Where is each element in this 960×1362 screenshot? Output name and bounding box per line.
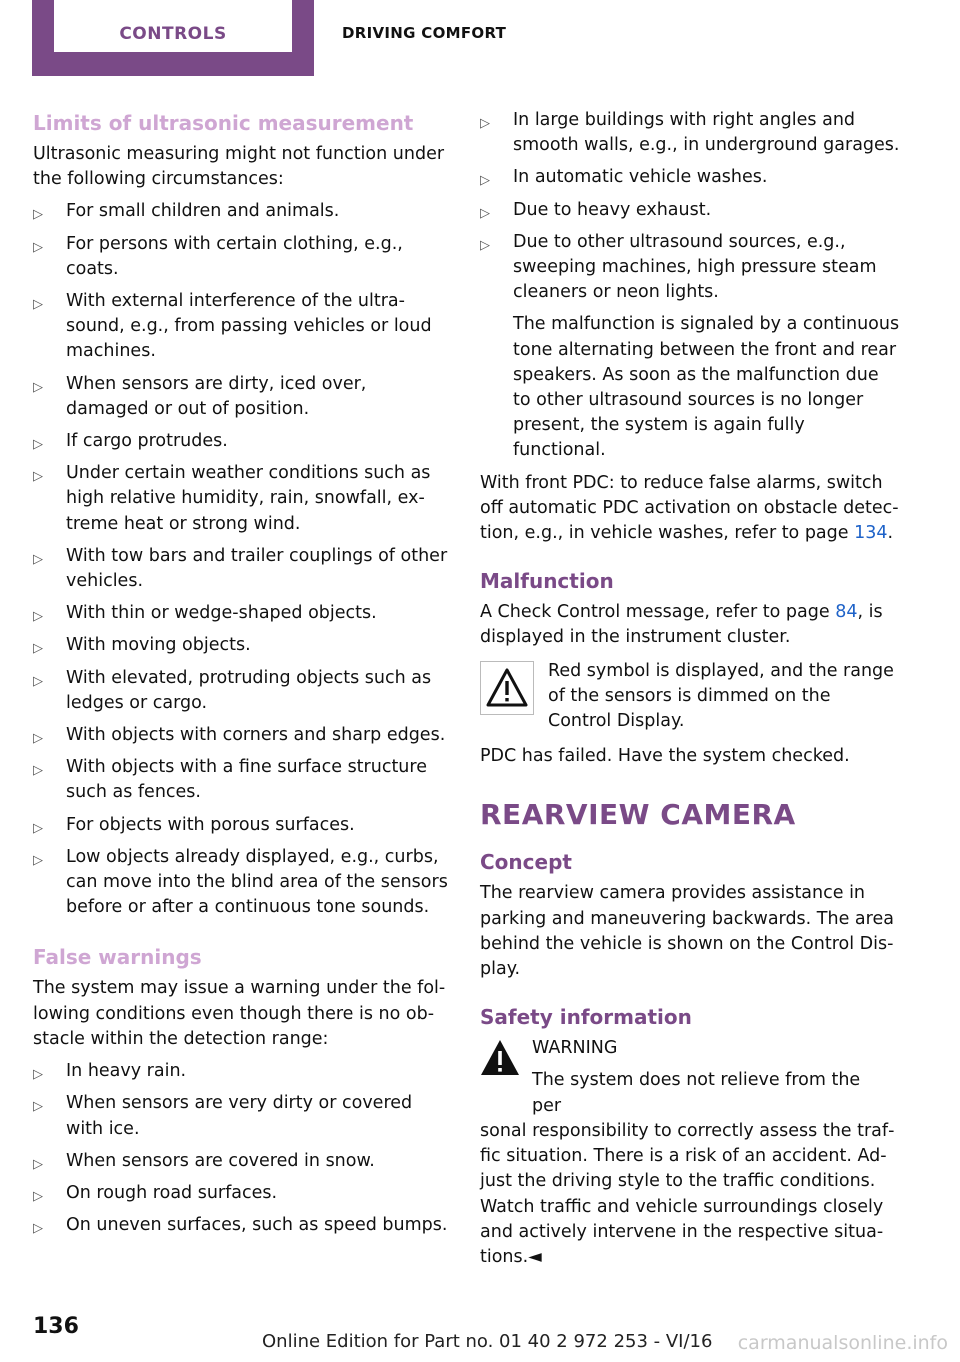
bullet-triangle-icon: ▷: [33, 207, 43, 223]
list-item: ▷ Low objects already displayed, e.g., curbs, can move into the blind area of the sensors before or after a continuous tone sounds.: [33, 846, 448, 918]
warning-text-first-line: The system does not relieve from the per: [532, 1070, 861, 1116]
warning-block: [480, 1036, 900, 1119]
list-item: ▷ Under certain weather conditions such as high relative humidity, rain, snowfall, extreme heat or strong wind.: [33, 463, 431, 534]
concept-text: The rearview camera provides assistance in parking and maneuvering backwards. The area behind the vehicle is shown on the Control Display.: [480, 883, 894, 980]
list-item: ▷ For persons with certain clothing, e.g., coats.: [33, 233, 403, 279]
bullet-triangle-icon: ▷: [33, 1156, 43, 1172]
list-item: ▷ In heavy rain.: [33, 1059, 449, 1084]
bullet-triangle-icon: ▷: [480, 205, 490, 221]
list-item: ▷ With objects with a fine surface structure such as fences.: [33, 757, 427, 803]
bullet-triangle-icon: ▷: [33, 437, 43, 453]
list-item: ▷ For objects with porous surfaces.: [33, 813, 449, 838]
list-item: ▷ Due to heavy exhaust.: [480, 198, 900, 223]
list-item: ▷ With external interference of the ultrasound, e.g., from passing vehicles or loud machines.: [33, 291, 432, 362]
bullet-triangle-icon: ▷: [33, 820, 43, 836]
warning-sign-icon: [480, 1038, 520, 1078]
list-item: ▷ When sensors are covered in snow.: [33, 1149, 449, 1174]
bullet-triangle-icon: ▷: [33, 551, 43, 567]
safety-information-heading: Safety information: [480, 1005, 692, 1030]
list-item: ▷ With objects with corners and sharp edges.: [33, 723, 449, 748]
bullet-triangle-icon: ▷: [480, 237, 490, 253]
list-item: ▷ When sensors are dirty, iced over, damaged or out of position.: [33, 373, 367, 419]
edition-info: Online Edition for Part no. 01 40 2 972 253 - VI/16: [262, 1331, 713, 1352]
bullet-triangle-icon: ▷: [33, 763, 43, 779]
bullet-triangle-icon: ▷: [33, 673, 43, 689]
warning-text: sonal responsibility to correctly assess the traffic situation. There is a risk of an accident. Adjust the driving style to the traffic conditions. Watch traffic and vehicle surroundings closely and actively intervene in the respective situations.◄: [480, 1120, 895, 1267]
false-warnings-intro: The system may issue a warning under the following conditions even though there is no obstacle within the detection range:: [33, 978, 446, 1049]
malfunction-text: A Check Control message, refer to page 84, is displayed in the instrument cluster.: [480, 602, 883, 648]
bullet-triangle-icon: ▷: [480, 173, 490, 189]
rearview-camera-title: REARVIEW CAMERA: [480, 798, 796, 832]
bullet-triangle-icon: ▷: [33, 297, 43, 313]
warning-symbol-row: [480, 659, 900, 735]
malfunction-signal-note: The malfunction is signaled by a continuous tone alternating between the front and rear speakers. As soon as the malfunction due to other ultrasound sources is no longer present, the system is again fully functional.: [513, 314, 900, 461]
bullet-triangle-icon: ▷: [33, 852, 43, 868]
pdc-failed-text: PDC has failed. Have the system checked.: [480, 746, 850, 767]
bullet-triangle-icon: ▷: [33, 731, 43, 747]
left-column: [33, 108, 449, 1245]
chapter-tab-controls[interactable]: [32, 0, 314, 76]
list-item: ▷ With tow bars and trailer couplings of other vehicles.: [33, 545, 448, 592]
front-pdc-note: With front PDC: to reduce false alarms, switch off automatic PDC activation on obstacle detection, e.g., in vehicle washes, refer to page 134.: [480, 472, 899, 544]
chapter-tab-controls-label: CONTROLS: [54, 0, 292, 52]
list-item: ▷ For small children and animals.: [33, 199, 449, 224]
malfunction-heading: Malfunction: [480, 569, 614, 594]
section-tab-driving-comfort[interactable]: DRIVING COMFORT: [342, 24, 507, 42]
page-link-134[interactable]: 134: [854, 523, 888, 544]
warning-triangle-icon: [480, 661, 534, 715]
list-item: ▷ With thin or wedge-shaped objects.: [33, 601, 449, 626]
bullet-triangle-icon: ▷: [33, 1188, 43, 1204]
list-item: ▷ Due to other ultrasound sources, e.g., sweeping machines, high pressure steam cleaners or neon lights. The malfunction is signaled by a continuous tone alternating between the front and rear speakers. As soon as the malfunction due to other ultrasound sources is no longer present, the system is again fully functional.: [480, 230, 900, 464]
bullet-triangle-icon: ▷: [33, 609, 43, 625]
warning-label: WARNING: [532, 1038, 618, 1059]
list-item: ▷ In large buildings with right angles and smooth walls, e.g., in underground garages.: [480, 110, 900, 156]
bullet-triangle-icon: ▷: [33, 641, 43, 657]
list-item: ▷ With elevated, protruding objects such as ledges or cargo.: [33, 667, 432, 713]
limits-intro: Ultrasonic measuring might not function under the following circumstances:: [33, 144, 445, 190]
false-warnings-list: [33, 1059, 449, 1238]
watermark: carmanualsonline.info: [737, 1332, 948, 1354]
bullet-triangle-icon: ▷: [33, 239, 43, 255]
symbol-description: Red symbol is displayed, and the range of the sensors is dimmed on the Control Display.: [548, 660, 894, 732]
list-item: ▷ When sensors are very dirty or covered with ice.: [33, 1093, 413, 1139]
bullet-triangle-icon: ▷: [33, 1221, 43, 1237]
bullet-triangle-icon: ▷: [480, 116, 490, 131]
false-warnings-heading: False warnings: [33, 945, 202, 970]
concept-heading: Concept: [480, 850, 572, 875]
page-link-84[interactable]: 84: [835, 602, 858, 623]
right-column: [480, 108, 900, 1277]
limits-list: [33, 199, 449, 920]
list-item: ▷ In automatic vehicle washes.: [480, 165, 900, 190]
bullet-triangle-icon: ▷: [33, 469, 43, 485]
end-of-warning-icon: ◄: [528, 1246, 542, 1267]
list-item: ▷ On rough road surfaces.: [33, 1181, 449, 1206]
limits-heading: Limits of ultrasonic measurement: [33, 111, 414, 135]
false-warnings-list-continued: [480, 108, 900, 464]
list-item: ▷ On uneven surfaces, such as speed bumps.: [33, 1213, 449, 1238]
bullet-triangle-icon: ▷: [33, 1067, 43, 1083]
bullet-triangle-icon: ▷: [33, 1099, 43, 1115]
page-number: 136: [33, 1314, 79, 1339]
list-item: ▷ If cargo protrudes.: [33, 429, 449, 454]
chapter-tab-bar: [0, 0, 960, 80]
bullet-triangle-icon: ▷: [33, 379, 43, 395]
list-item: ▷ With moving objects.: [33, 633, 449, 658]
